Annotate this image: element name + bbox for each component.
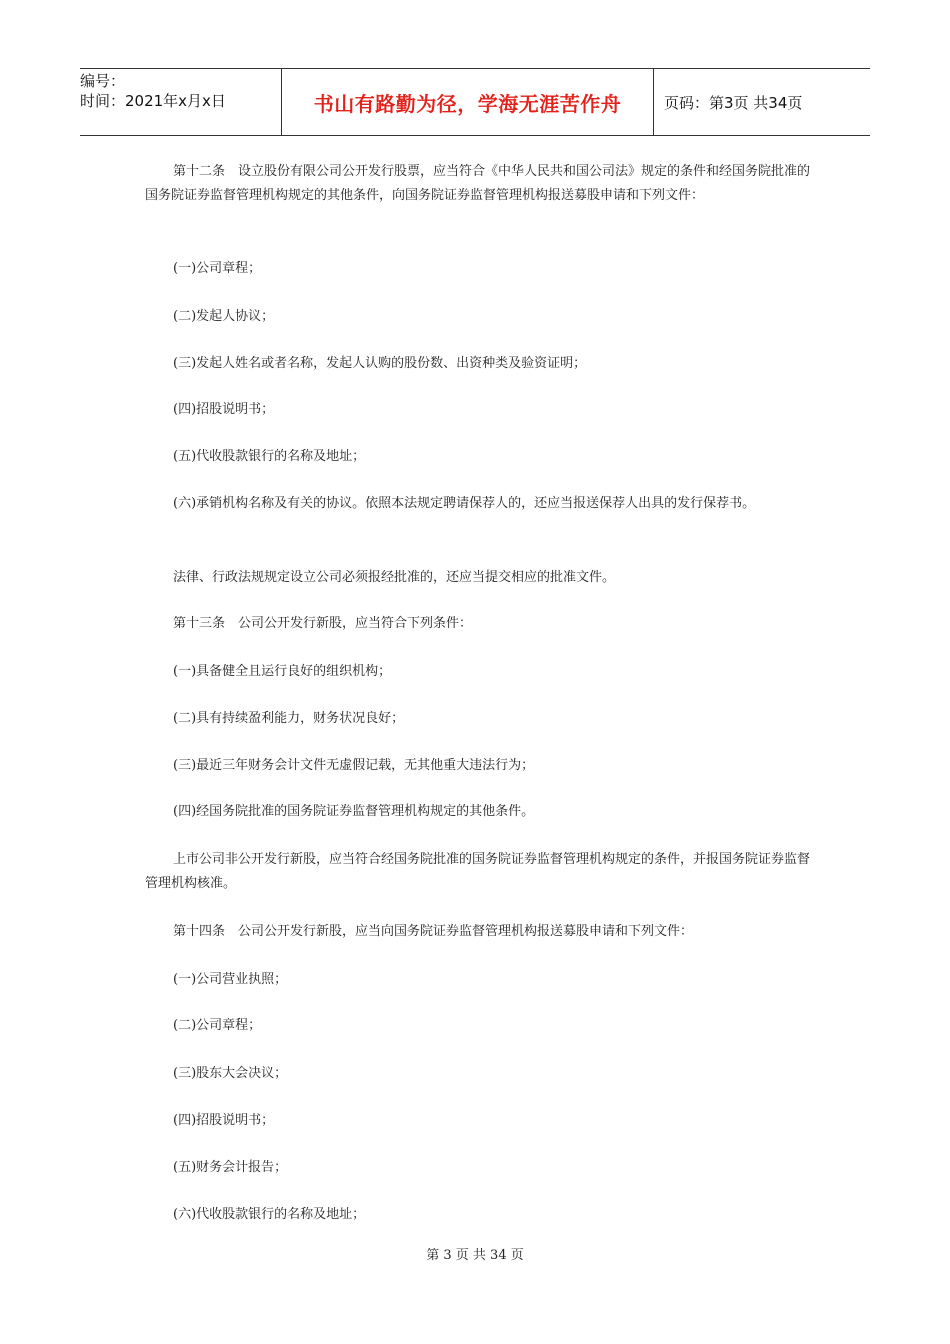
page-footer: 第 3 页 共 34 页	[426, 1248, 524, 1263]
header-meta-cell	[80, 69, 282, 135]
header-motto: 书山有路勤为径，学海无涯苦作舟	[282, 69, 654, 135]
document-date-label: 时间：2021年x月x日	[80, 92, 226, 110]
article-12-item-2: (二)发起人协议；	[173, 309, 275, 324]
page-header	[80, 68, 870, 136]
article-14-item-1: (一)公司营业执照；	[173, 972, 288, 987]
article-14-intro: 第十四条 公司公开发行新股，应当向国务院证券监督管理机构报送募股申请和下列文件：	[173, 924, 694, 939]
article-12-item-4: (四)招股说明书；	[173, 402, 275, 417]
document-number-label: 编号：	[80, 72, 126, 90]
article-13-item-4: (四)经国务院批准的国务院证券监督管理机构规定的其他条件。	[173, 804, 535, 819]
article-13-item-1: (一)具备健全且运行良好的组织机构；	[173, 664, 392, 679]
article-12-intro: 第十二条 设立股份有限公司公开发行股票，应当符合《中华人民共和国公司法》规定的条件和经国务院批准的国务院证券监督管理机构规定的其他条件，向国务院证券监督管理机构报送募股申请和下列文件：	[145, 164, 811, 203]
article-12-extra: 法律、行政法规规定设立公司必须报经批准的，还应当提交相应的批准文件。	[173, 570, 616, 585]
article-14-item-3: (三)股东大会决议；	[173, 1066, 288, 1081]
article-12-item-3: (三)发起人姓名或者名称，发起人认购的股份数、出资种类及验资证明；	[173, 356, 587, 371]
article-12-item-5: (五)代收股款银行的名称及地址；	[173, 449, 366, 464]
header-page-label: 页码：第3页 共34页	[664, 93, 803, 112]
article-13-intro: 第十三条 公司公开发行新股，应当符合下列条件：	[173, 616, 473, 631]
article-14-item-2: (二)公司章程；	[173, 1018, 262, 1033]
article-14-item-6: (六)代收股款银行的名称及地址；	[173, 1207, 366, 1222]
article-13-item-3: (三)最近三年财务会计文件无虚假记载，无其他重大违法行为；	[173, 758, 535, 773]
article-12-item-1: (一)公司章程；	[173, 261, 262, 276]
article-14-item-4: (四)招股说明书；	[173, 1113, 275, 1128]
article-13-item-2: (二)具有持续盈利能力，财务状况良好；	[173, 711, 405, 726]
article-14-item-5: (五)财务会计报告；	[173, 1160, 288, 1175]
article-13-extra: 上市公司非公开发行新股，应当符合经国务院批准的国务院证券监督管理机构规定的条件，并报国务院证券监督管理机构核准。	[145, 852, 811, 891]
article-12-item-6: (六)承销机构名称及有关的协议。依照本法规定聘请保荐人的，还应当报送保荐人出具的发行保荐书。	[173, 496, 756, 511]
